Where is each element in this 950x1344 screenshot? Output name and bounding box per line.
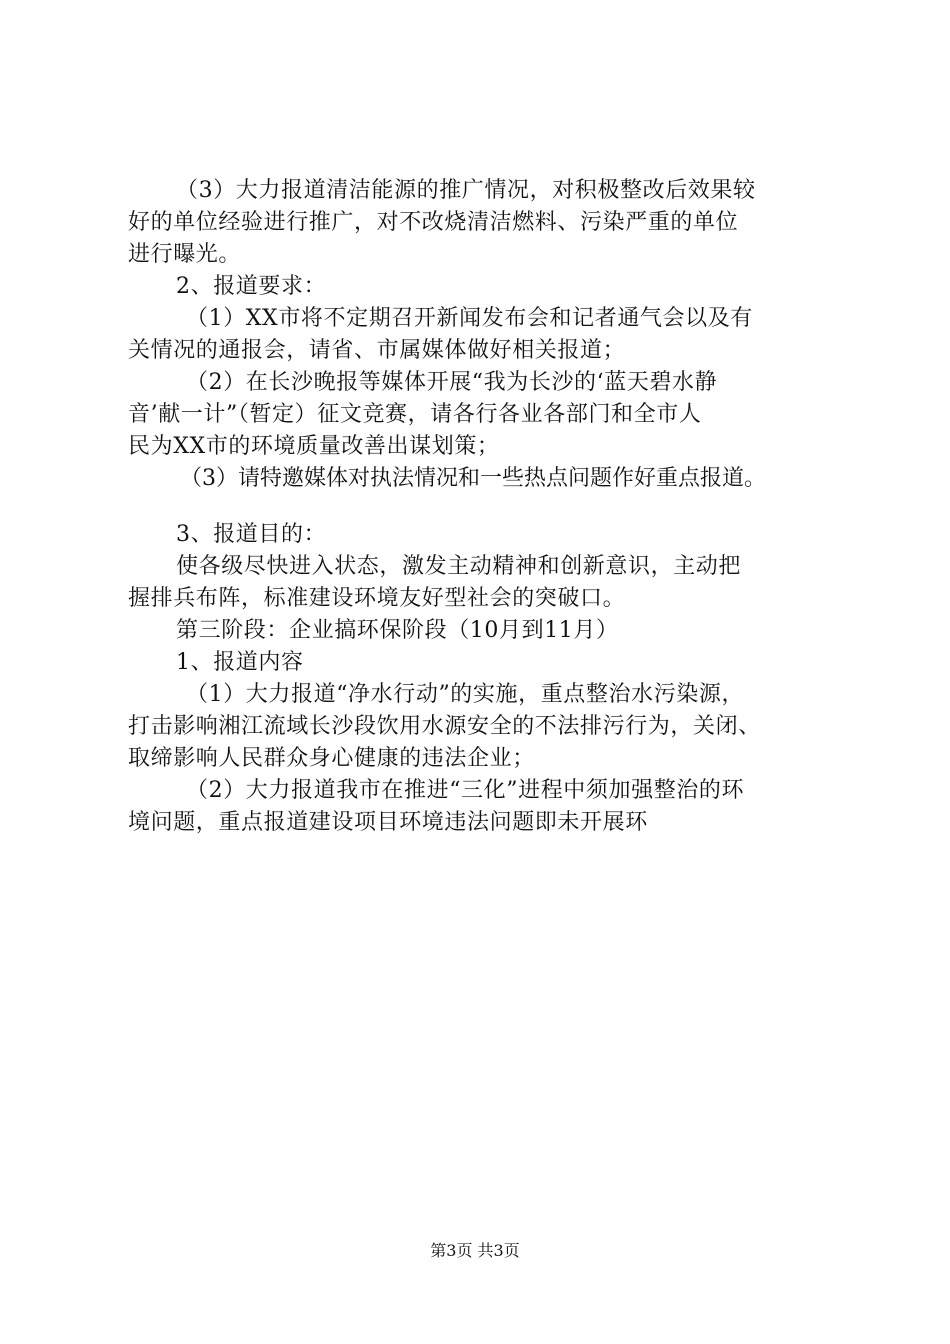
paragraph-line: 打击影响湘江流域长沙段饮用水源安全的不法排污行为，关闭、: [128, 714, 761, 739]
paragraph-line: （2）大力报道我市在推进“三化”进程中须加强整治的环: [186, 778, 745, 803]
paragraph-line: 进行曝光。: [128, 242, 242, 267]
paragraph-line: 好的单位经验进行推广，对不改烧清洁燃料、污染严重的单位: [128, 210, 739, 235]
paragraph-line: （1）XX市将不定期召开新闻发布会和记者通气会以及有: [186, 306, 753, 331]
paragraph-line: （3）大力报道清洁能源的推广情况，对积极整改后效果较: [176, 178, 756, 203]
section-heading: 2、报道要求：: [176, 274, 327, 299]
paragraph-line: 境问题，重点报道建设项目环境违法问题即未开展环: [128, 810, 648, 835]
paragraph-line: （2）在长沙晚报等媒体开展“我为长沙的‘蓝天碧水静: [186, 370, 718, 395]
paragraph-line: 握排兵布阵，标准建设环境友好型社会的突破口。: [128, 586, 626, 611]
paragraph-line: （1）大力报道“净水行动”的实施，重点整治水污染源，: [186, 682, 745, 707]
stage-heading: 第三阶段：企业搞环保阶段（10月到11月）: [176, 618, 619, 643]
paragraph-line: 民为XX市的环境质量改善出谋划策；: [128, 434, 500, 459]
section-heading: 3、报道目的：: [176, 522, 327, 547]
paragraph-line: （3）请特邀媒体对执法情况和一些热点问题作好重点报道。: [180, 466, 766, 491]
paragraph-line: 关情况的通报会，请省、市属媒体做好相关报道；: [128, 338, 626, 363]
paragraph-line: 使各级尽快进入状态，激发主动精神和创新意识，主动把: [176, 554, 742, 579]
paragraph-line: 音’献一计”（暂定）征文竞赛，请各行各业各部门和全市人: [128, 402, 702, 427]
page-number-footer: 第3页 共3页: [430, 1241, 520, 1260]
paragraph-line: 取缔影响人民群众身心健康的违法企业；: [128, 746, 535, 771]
section-heading: 1、报道内容: [176, 650, 304, 675]
